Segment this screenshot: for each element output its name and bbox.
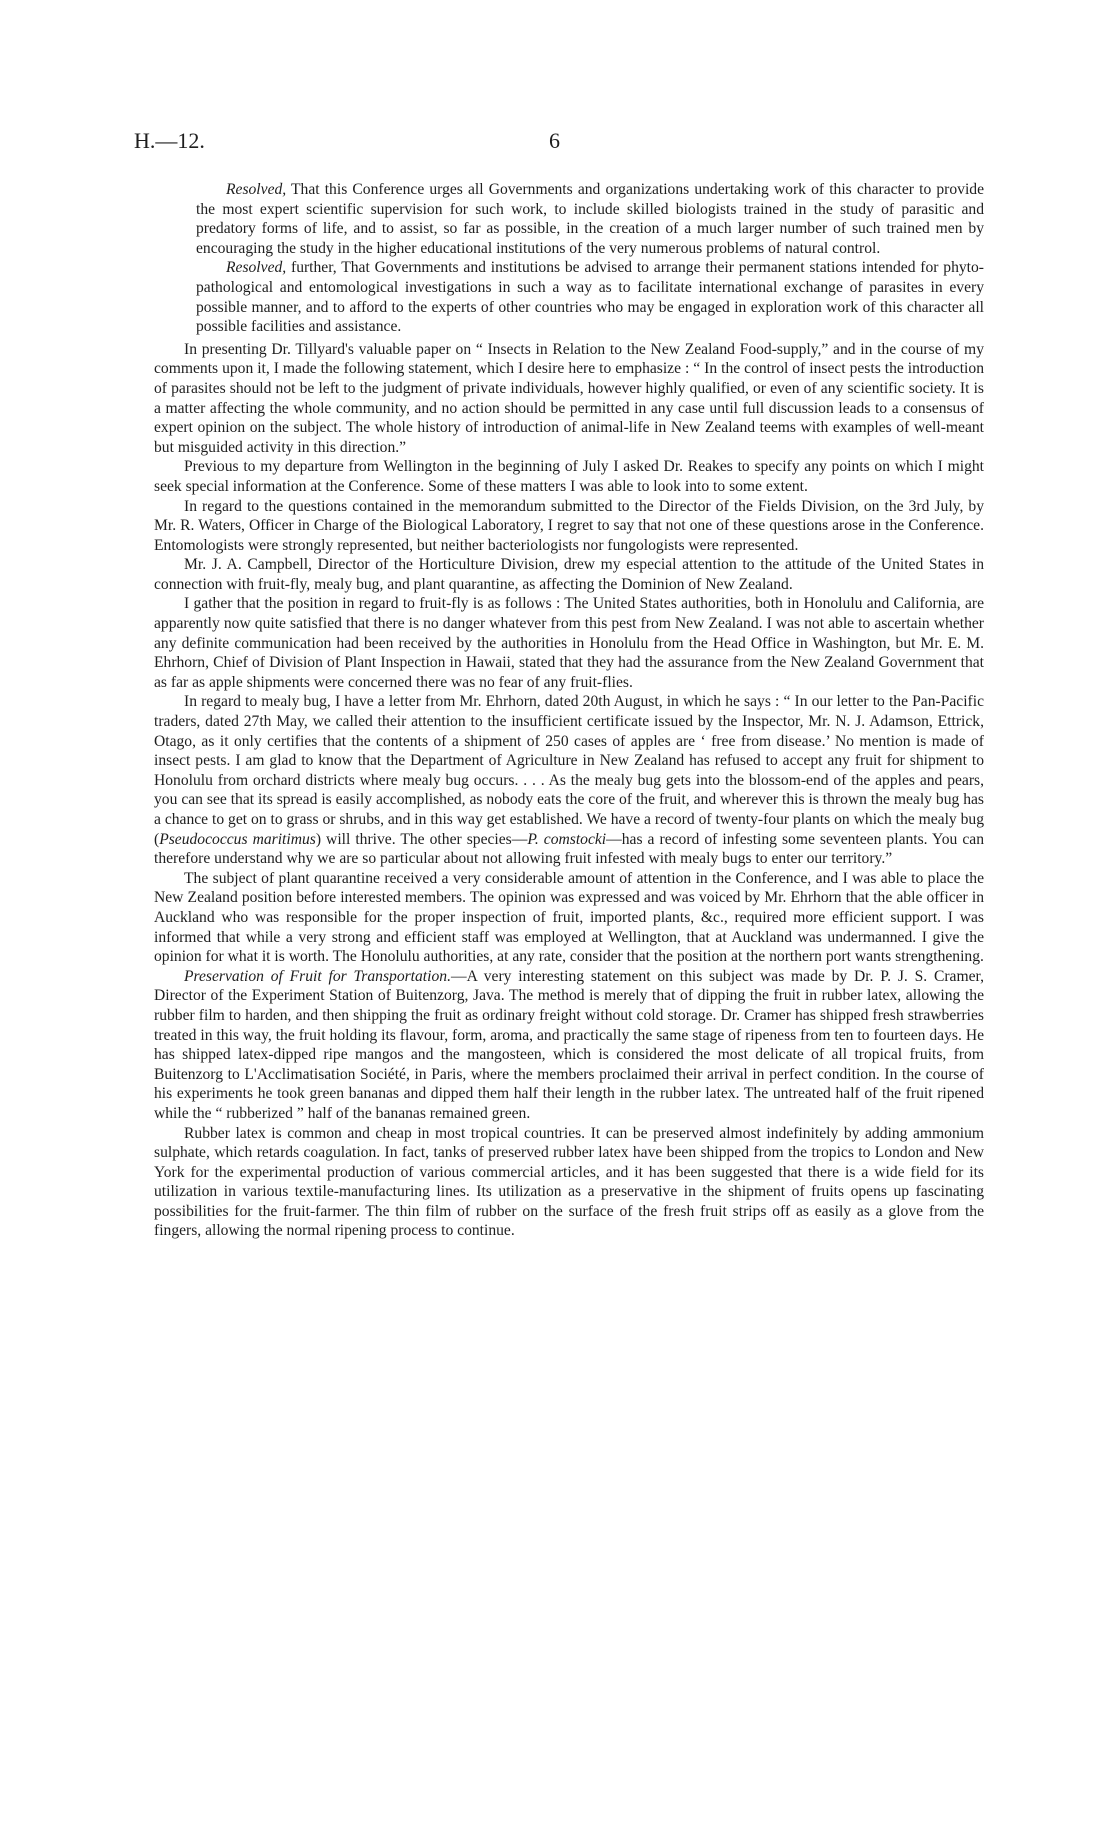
paragraph-tillyard-paper: In presenting Dr. Tillyard's valuable paper on “ Insects in Relation to the New Zealand Food-supply,” and in the course of my comments upon it, I made the following statement, which I desire here to emphasize : “ In the control of insect pests the introduction of parasites should not be left to the judgment of private individuals, however highly qualified, or even of any scientific society. It is a matter affecting the whole community, and no action should be permitted in any case until full discussion leads to a consensus of expert opinion on the subject. The whole history of introduction of animal-life in New Zealand teems with examples of well-meant but misguided activity in this direction.” — [154, 340, 984, 456]
resolution-text-1: That this Conference urges all Governments and organizations undertaking work of this character to provide the most expert scientific supervision for such work, to include skilled biologists trained in the study of parasitic and predatory forms of life, and to assist, so far as possible, in the creation of a much larger number of such trained men by encouraging the study in the higher educational institutions of the very numerous problems of natural control. — [196, 181, 984, 257]
section-heading-preservation: Preservation of Fruit for Transportation. — [184, 967, 451, 985]
resolution-text-2: further, That Governments and institutions be advised to arrange their permanent stations intended for phyto-pathological and entomological investigations in such a way as to facilitate international exchange of parasites in every possible manner, and to afford to the experts of other countries who may be engaged in exploration work of this character all possible facilities and assistance. — [196, 259, 984, 336]
species-name-2: P. comstocki — [527, 830, 607, 848]
paragraph-reakes: Previous to my departure from Wellington in the beginning of July I asked Dr. Reakes to specify any points on which I might seek special information at the Conference. Some of these matters I was able to look into to some extent. — [154, 458, 984, 495]
mealy-bug-text-c: —has a record of infesting some seventeen plants. You can therefore understand why we are so particular about not allowing fruit infested with mealy bugs to enter our territory.” — [154, 830, 984, 868]
preservation-text: —A very interesting statement on this subject was made by Dr. P. J. S. Cramer, Director of the Experiment Station of Buitenzorg, Java. The method is merely that of dipping the fruit in rubber latex, allowing the rubber film to harden, and then shipping the fruit as ordinary freight without cold storage. Dr. Cramer has shipped fresh strawberries treated in this way, the fruit holding its flavour, form, aroma, and practically the same stage of ripeness from ten to fourteen days. He has shipped latex-dipped ripe mangos and the mangosteen, which is considered the most delicate of all tropical fruits, from Buitenzorg to L'Acclimatisation Société, in Paris, where the members proclaimed their arrival in perfect condition. In the course of his experiments he took green bananas and dipped them half their length in the rubber latex. The untreated half of the fruit ripened while the “ rubberized ” half of the bananas remained green. — [154, 967, 984, 1122]
paragraph-fruit-fly: I gather that the position in regard to fruit-fly is as follows : The United States authorities, both in Honolulu and California, are apparently now quite satisfied that there is no danger whatever from this pest from New Zealand. I was not able to ascertain whether any definite communication had been received by the authorities in Honolulu from the Head Office in Washington, but Mr. E. M. Ehrhorn, Chief of Division of Plant Inspection in Hawaii, stated that they had the assurance from the New Zealand Government that as far as apple shipments were concerned there was no fear of any fruit-flies. — [154, 595, 984, 691]
mealy-bug-text-b: ) will thrive. The other species— — [315, 830, 528, 848]
paragraph-mealy-bug — [154, 692, 984, 868]
page-body — [154, 180, 984, 1241]
resolution-paragraph-2 — [196, 258, 984, 336]
species-name-1: Pseudococcus maritimus — [159, 830, 316, 848]
mealy-bug-text-a: In regard to mealy bug, I have a letter from Mr. Ehrhorn, dated 20th August, in which he says : “ In our letter to the Pan-Pacific traders, dated 27th May, we called their attention to the insufficient certificate issued by the Inspector, Mr. N. J. Adamson, Ettrick, Otago, as it only certifies that the contents of a shipment of 250 cases of apples are ‘ free from disease.’ No mention is made of insect pests. I am glad to know that the Department of Agriculture in New Zealand has refused to accept any fruit for shipment to Honolulu from orchard districts where mealy bug occurs. . . . As the mealy bug gets into the blossom-end of the apples and pears, you can see that its spread is easily accomplished, as nobody eats the core of the fruit, and wherever this is thrown the mealy bug has a chance to get on to grass or shrubs, and in this way get established. We have a record of twenty-four plants on which the mealy bug ( — [154, 693, 984, 848]
paragraph-waters-memorandum: In regard to the questions contained in the memorandum submitted to the Director of the Fields Division, on the 3rd July, by Mr. R. Waters, Officer in Charge of the Biological Laboratory, I regret to say that not one of these questions arose in the Conference. Entomologists were strongly represented, but neither bacteriologists nor fungologists were represented. — [154, 497, 984, 554]
resolution-lead-1: Resolved, — [226, 181, 287, 198]
page-number: 6 — [549, 128, 560, 153]
paragraph-fruit-preservation — [154, 967, 984, 1124]
document-reference: H.—12. — [134, 128, 205, 153]
resolutions-block — [196, 180, 984, 337]
resolution-lead-2: Resolved, — [226, 259, 287, 277]
paragraph-plant-quarantine: The subject of plant quarantine received a very considerable amount of attention in the Conference, and I was able to place the New Zealand position before interested members. The opinion was expressed and was voiced by Mr. Ehrhorn that the able officer in Auckland who was responsible for the proper inspection of fruit, imported plants, &c., required more efficient support. I was informed that while a very strong and efficient staff was employed at Wellington, that at Auckland was undermanned. I give the opinion for what it is worth. The Honolulu authorities, at any rate, consider that the position at the northern port wants strengthening. — [154, 869, 984, 966]
paragraph-rubber-latex: Rubber latex is common and cheap in most tropical countries. It can be preserved almost indefinitely by adding ammonium sulphate, which retards coagulation. In fact, tanks of preserved rubber latex have been shipped from the tropics to London and New York for the experimental production of various commercial articles, and it has been suggested that there is a wide field for its utilization in various textile-manufacturing lines. Its utilization as a preservative in the shipment of fruits opens up fascinating possibilities for the fruit-farmer. The thin film of rubber on the surface of the fresh fruit strips off as easily as a glove from the fingers, allowing the normal ripening process to continue. — [154, 1124, 984, 1240]
page-header — [0, 128, 1114, 158]
resolution-paragraph-1 — [196, 180, 984, 258]
paragraph-campbell: Mr. J. A. Campbell, Director of the Horticulture Division, drew my especial attention to the attitude of the United States in connection with fruit-fly, mealy bug, and plant quarantine, as affecting the Dominion of New Zealand. — [154, 556, 984, 593]
